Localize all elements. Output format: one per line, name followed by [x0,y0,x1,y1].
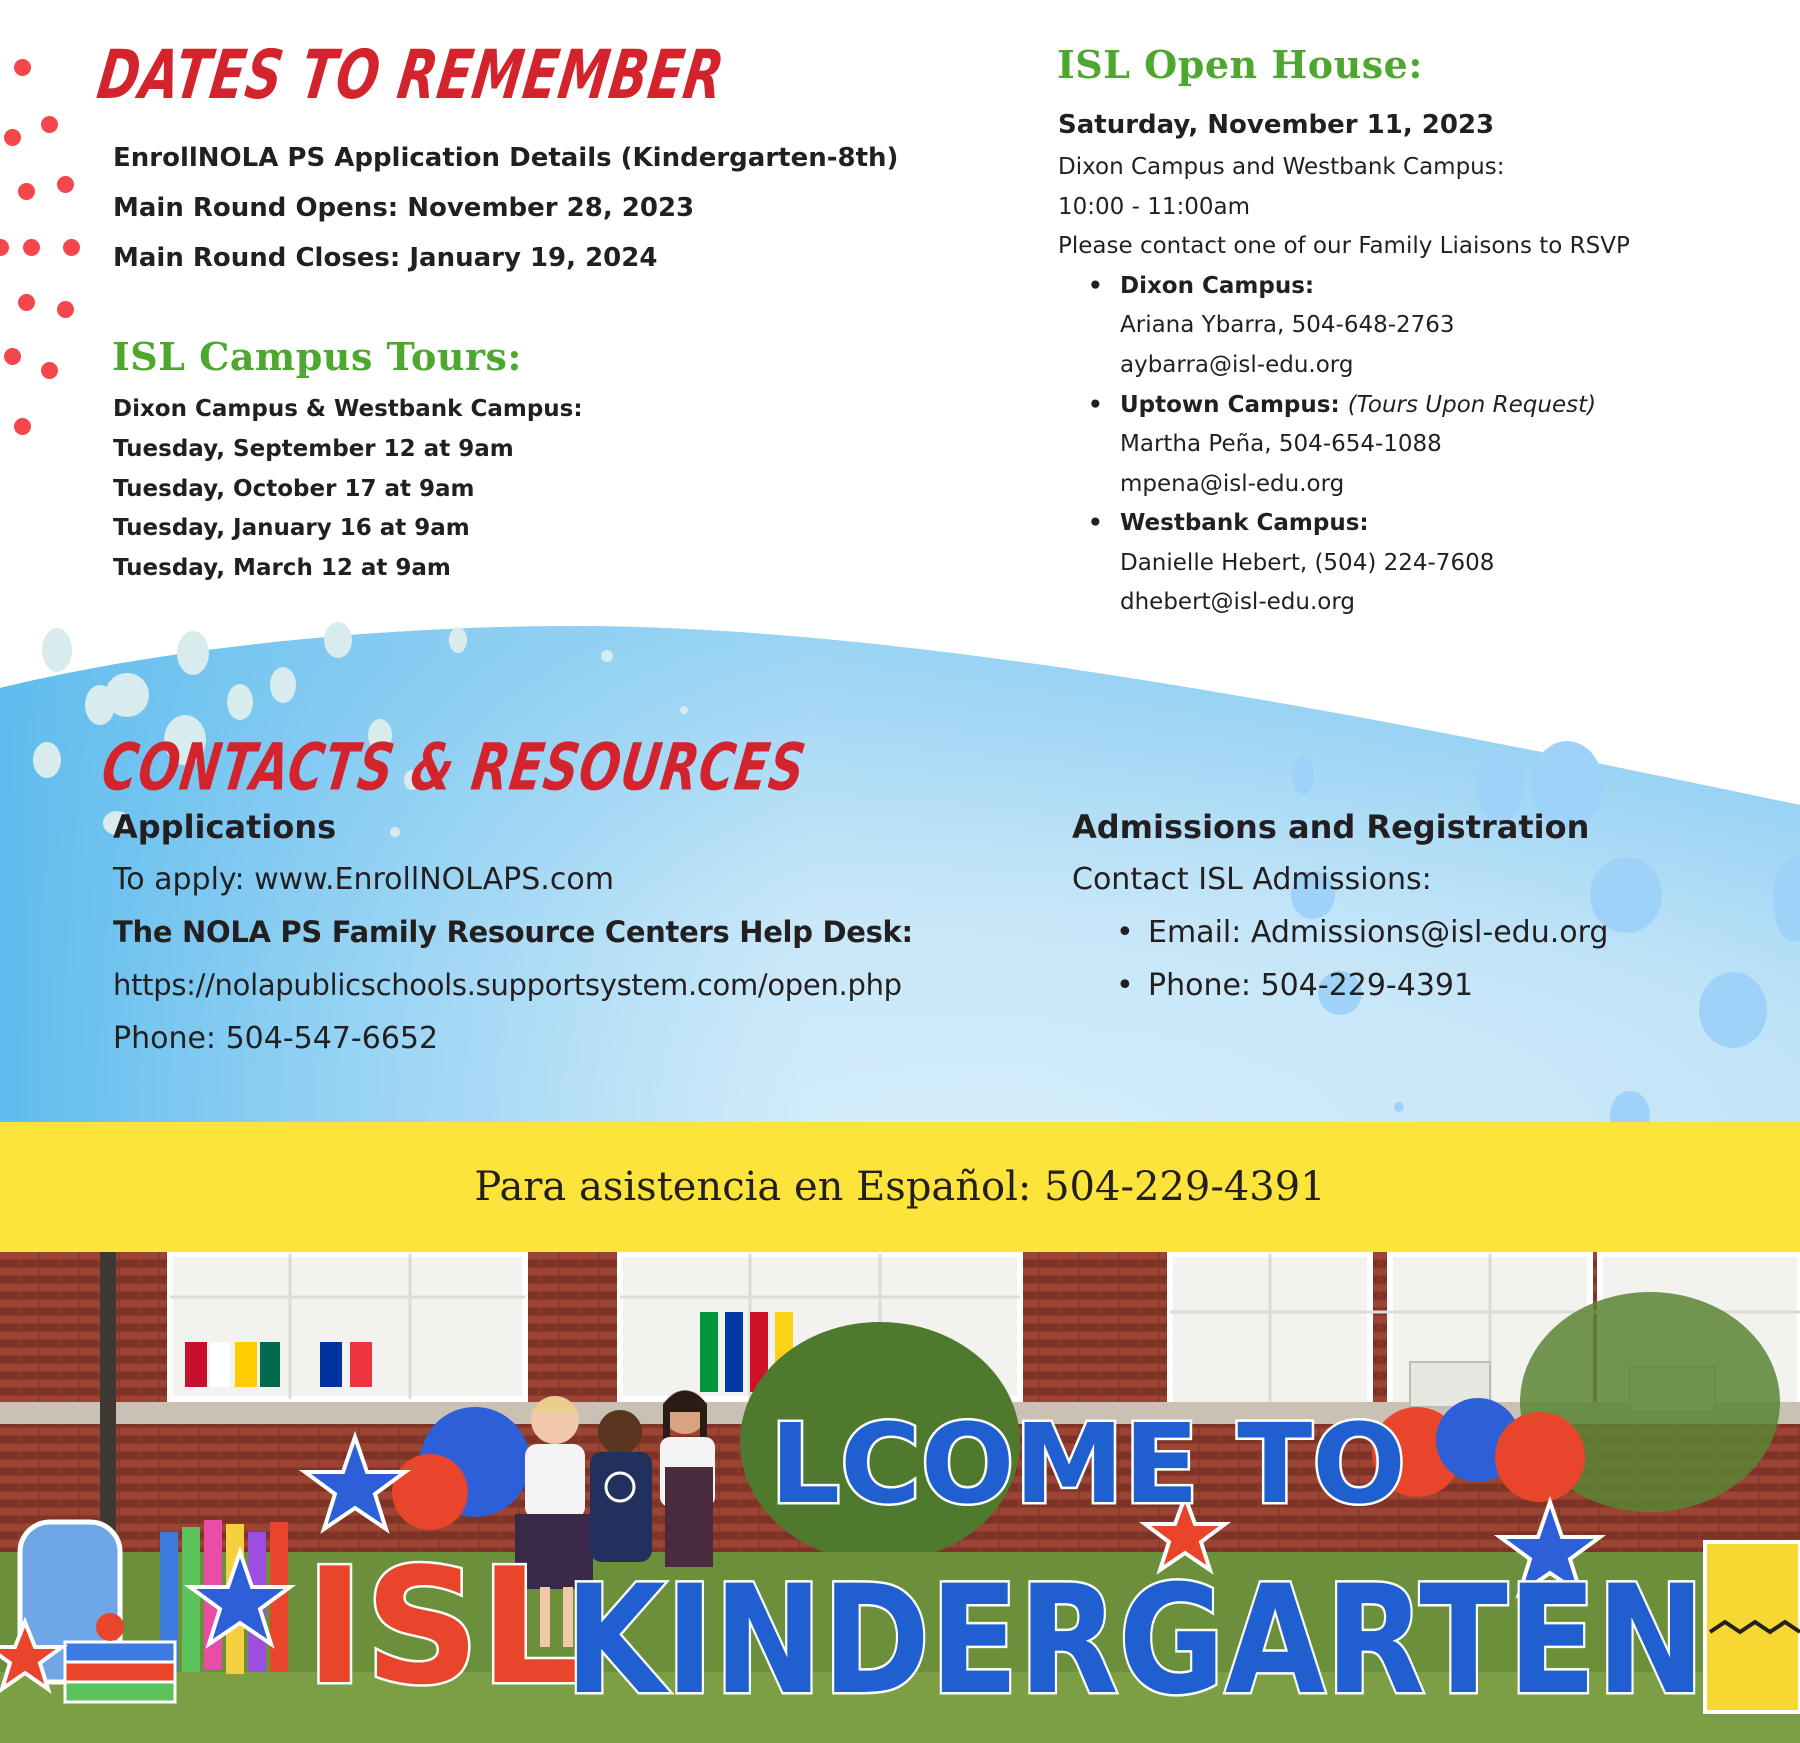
campus-name-label: Dixon Campus: [1120,273,1315,299]
help-desk-title: The NOLA PS Family Resource Centers Help Desk: [113,915,913,949]
admissions-phone [1148,968,1473,1003]
apply-link[interactable]: To apply: www.EnrollNOLAPS.com [113,862,614,897]
admissions-phone-text: Phone: 504-229-4391 [1148,968,1474,1003]
dates-heading: DATES TO REMEMBER [92,36,730,115]
campus-note: (Tours Upon Request) [1347,392,1597,418]
campus-name-label: Westbank Campus: [1120,510,1369,536]
kindergarten-welcome-photo [0,1252,1800,1743]
tour-date: Tuesday, March 12 at 9am [113,555,451,581]
liaison-contact-westbank: Danielle Hebert, (504) 224-7608 [1120,550,1495,576]
campus-name-label: Uptown Campus: [1120,392,1340,418]
applications-title: Applications [113,808,337,846]
spanish-assistance-banner [0,1122,1800,1252]
enrollnola-details: EnrollNOLA PS Application Details (Kindergarten-8th) [113,143,899,173]
admissions-title: Admissions and Registration [1072,808,1590,846]
admissions-email-text: Email: Admissions@isl-edu.org [1148,915,1609,950]
spanish-assistance-text: Para asistencia en Español: 504-229-4391 [474,1164,1326,1210]
campus-tours-heading: ISL Campus Tours: [112,334,522,379]
tour-date: Tuesday, October 17 at 9am [113,476,475,502]
tour-date: Tuesday, January 16 at 9am [113,515,470,541]
admissions-intro: Contact ISL Admissions: [1072,862,1432,897]
main-round-closes: Main Round Closes: January 19, 2024 [113,243,658,273]
campus-name-westbank [1120,510,1369,536]
help-desk-phone: Phone: 504-547-6652 [113,1021,439,1056]
campus-name-uptown [1120,392,1596,418]
campus-tours-subheading: Dixon Campus & Westbank Campus: [113,396,583,422]
liaison-email-dixon[interactable]: aybarra@isl-edu.org [1120,352,1354,378]
liaison-contact-dixon: Ariana Ybarra, 504-648-2763 [1120,312,1455,338]
svg-text:KINDERGARTEN: KINDERGARTEN [565,1554,1705,1728]
liaison-contact-uptown: Martha Peña, 504-654-1088 [1120,431,1442,457]
open-house-location: Dixon Campus and Westbank Campus: [1058,154,1505,180]
main-round-opens: Main Round Opens: November 28, 2023 [113,193,695,223]
tour-date: Tuesday, September 12 at 9am [113,436,514,462]
help-desk-link[interactable]: https://nolapublicschools.supportsystem.com/open.php [113,968,902,1002]
open-house-time: 10:00 - 11:00am [1058,194,1250,220]
admissions-email[interactable] [1148,915,1608,950]
rsvp-note: Please contact one of our Family Liaisons to RSVP [1058,233,1630,259]
open-house-heading: ISL Open House: [1057,42,1423,87]
photo-illustration [0,1252,1800,1743]
liaison-email-westbank[interactable]: dhebert@isl-edu.org [1120,589,1355,615]
svg-text:LCOME TO: LCOME TO [770,1400,1406,1528]
svg-text:ISL: ISL [305,1533,582,1720]
contacts-heading: CONTACTS & RESOURCES [97,730,811,806]
open-house-date: Saturday, November 11, 2023 [1058,110,1495,140]
campus-name-dixon [1120,273,1314,299]
liaison-email-uptown[interactable]: mpena@isl-edu.org [1120,471,1345,497]
